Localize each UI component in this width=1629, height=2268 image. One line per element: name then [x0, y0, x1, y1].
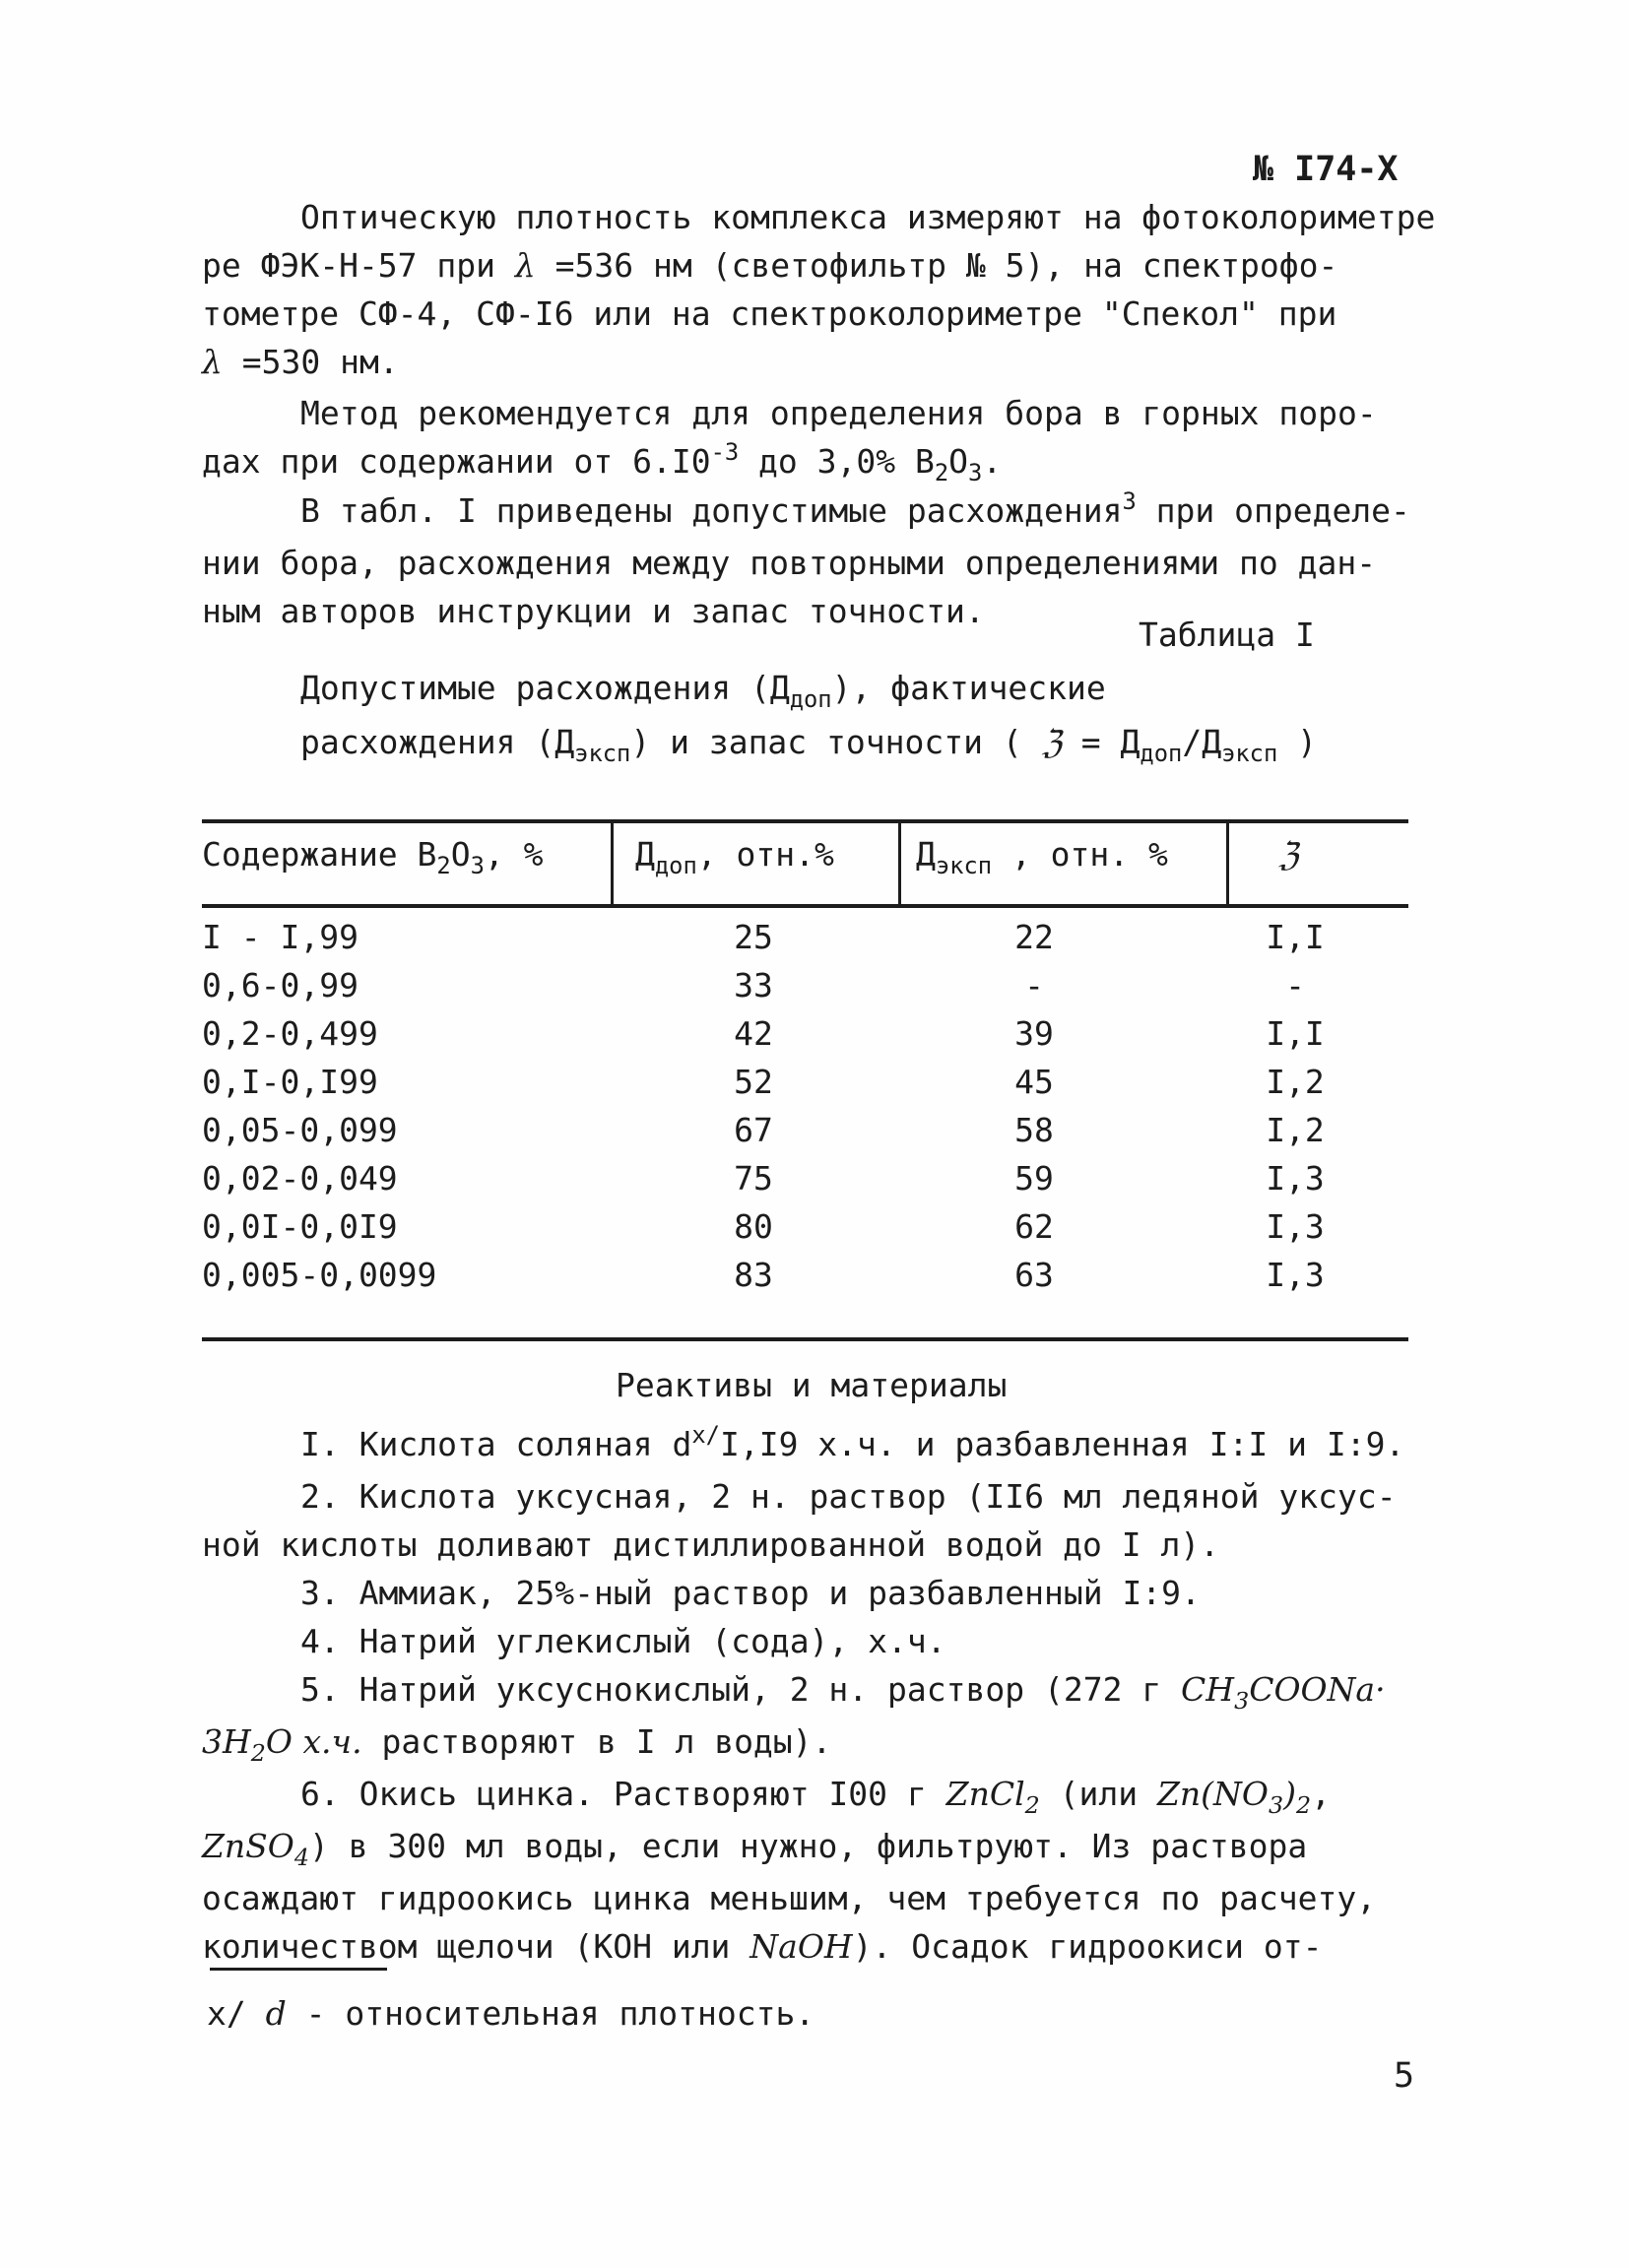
table-title	[300, 663, 1317, 771]
row-4-z: I,2	[1266, 1063, 1325, 1101]
reagent-6-line-3: осаждают гидроокись цинка меньшим, чем требуется по расчету,	[202, 1879, 1377, 1917]
row-4-content: 0,I-0,I99	[202, 1063, 378, 1101]
table-caption: Таблица I	[1139, 616, 1315, 654]
intro-line-2: ре ФЭК-Н-57 при λ =536 нм (светофильтр № 5), на спектрофо-	[202, 246, 1338, 285]
header-content: Содержание $B_2O_3$, %	[202, 835, 544, 880]
row-8-content: 0,005-0,0099	[202, 1256, 437, 1294]
row-2-z: -	[1285, 966, 1305, 1004]
reagent-6-line-4: количеством щелочи (КОН или NaOH). Осадок гидроокиси от-	[202, 1927, 1323, 1966]
row-4-eksp: 45	[1014, 1063, 1054, 1101]
row-6-eksp: 59	[1014, 1159, 1054, 1198]
row-2-content: 0,6-0,99	[202, 966, 358, 1004]
reagents-heading: Реактивы и материалы	[616, 1366, 1008, 1404]
table-col-divider-1	[611, 821, 614, 906]
row-4-dop: 52	[734, 1063, 773, 1101]
density-symbol: d	[265, 1994, 287, 2033]
footnote: x/ d - относительная плотность.	[207, 1994, 815, 2033]
row-1-z: I,I	[1266, 918, 1325, 956]
sodium-hydroxide-formula: NaOH	[749, 1927, 853, 1966]
row-3-content: 0,2-0,499	[202, 1014, 378, 1053]
row-6-z: I,3	[1266, 1159, 1325, 1198]
z-symbol: ℨ	[1041, 723, 1062, 761]
table-title-line-1: Допустимые расхождения $(Д_{доп})$, фактические	[300, 669, 1106, 714]
reagent-1: I. Кислота соляная $d^{x/}I,I9$ х.ч. и разбавленная I:I и I:9.	[300, 1420, 1405, 1463]
row-7-z: I,3	[1266, 1207, 1325, 1246]
row-5-content: 0,05-0,099	[202, 1111, 398, 1149]
intro-line-4: λ =530 нм.	[202, 343, 399, 381]
intro-line-1: Оптическую плотность комплекса измеряют на фотоколориметре	[300, 198, 1436, 236]
row-2-dop: 33	[734, 966, 773, 1004]
reagents-list	[202, 1420, 1433, 1971]
table-intro-paragraph	[202, 486, 1433, 635]
row-8-dop: 83	[734, 1256, 773, 1294]
method-line-2: дах при содержании от $6.I0^{-3}$ до 3,0% $B_2O_3$.	[202, 437, 1003, 487]
lambda-symbol: λ	[202, 343, 223, 381]
row-6-content: 0,02-0,049	[202, 1159, 398, 1198]
row-6-dop: 75	[734, 1159, 773, 1198]
row-1-content: I - I,99	[202, 918, 358, 956]
document-number: № I74-X	[1253, 150, 1399, 189]
method-line-1: Метод рекомендуется для определения бора в горных поро-	[300, 394, 1377, 432]
reagent-5-line-2: $3H_2O$ х.ч. растворяют в I л воды).	[202, 1722, 832, 1768]
method-paragraph	[202, 389, 1433, 489]
zinc-chloride-formula: ZnCl$_2$	[945, 1775, 1040, 1820]
header-dop: $Д_{доп}$, отн.%	[635, 835, 834, 880]
table-col-divider-2	[898, 821, 901, 906]
zinc-sulfate-formula: ZnSO$_4$	[202, 1827, 309, 1872]
table-title-line-2: расхождения $(Д_{эксп})$ и запас точности ( ℨ = $Д_{доп}/Д_{эксп}$ )	[300, 723, 1318, 768]
row-5-eksp: 58	[1014, 1111, 1054, 1149]
row-2-eksp: -	[1024, 966, 1044, 1004]
row-5-z: I,2	[1266, 1111, 1325, 1149]
header-z: ℨ	[1278, 835, 1299, 874]
reagent-3: 3. Аммиак, 25%-ный раствор и разбавленный I:9.	[300, 1574, 1201, 1612]
row-3-eksp: 39	[1014, 1014, 1054, 1053]
reagent-5-line-1: 5. Натрий уксуснокислый, 2 н. раствор (272 г $CH_3COONa\cdot$	[300, 1670, 1386, 1716]
reagent-6-line-1: 6. Окись цинка. Растворяют I00 г ZnCl$_2$ (или $Zn(NO_3)_2$,	[300, 1775, 1331, 1820]
row-7-content: 0,0I-0,0I9	[202, 1207, 398, 1246]
reagent-2-line-2: ной кислоты доливают дистиллированной водой до I л).	[202, 1525, 1220, 1564]
lambda-symbol: λ	[514, 246, 536, 285]
intro-line-3: тометре СФ-4, СФ-I6 или на спектроколориметре "Спекол" при	[202, 294, 1337, 333]
row-3-dop: 42	[734, 1014, 773, 1053]
header-eksp: $Д_{эксп}$ , отн. %	[916, 835, 1168, 880]
row-1-dop: 25	[734, 918, 773, 956]
reagent-4: 4. Натрий углекислый (сода), х.ч.	[300, 1622, 946, 1660]
reagent-6-line-2: ZnSO$_4$) в 300 мл воды, если нужно, фильтруют. Из раствора	[202, 1827, 1308, 1872]
table-col-divider-3	[1226, 821, 1229, 906]
table-bottom-rule	[202, 1337, 1408, 1341]
row-7-dop: 80	[734, 1207, 773, 1246]
row-7-eksp: 62	[1014, 1207, 1054, 1246]
row-5-dop: 67	[734, 1111, 773, 1149]
row-1-eksp: 22	[1014, 918, 1054, 956]
table-intro-line-2: нии бора, расхождения между повторными определениями по дан-	[202, 544, 1377, 582]
hydrate-formula: $3H_2O$ х.ч.	[202, 1722, 362, 1768]
table-intro-line-1: В табл. I приведены допустимые расхождения$^3$ при определе-	[300, 486, 1410, 530]
row-8-eksp: 63	[1014, 1256, 1054, 1294]
row-8-z: I,3	[1266, 1256, 1325, 1294]
footnote-rule	[210, 1968, 387, 1971]
intro-paragraph	[202, 193, 1436, 386]
row-3-z: I,I	[1266, 1014, 1325, 1053]
page-number: 5	[1394, 2056, 1415, 2096]
sodium-acetate-formula: $CH_3COONa\cdot$	[1181, 1670, 1386, 1716]
zinc-nitrate-formula: $Zn(NO_3)_2$	[1156, 1775, 1312, 1820]
reagent-2-line-1: 2. Кислота уксусная, 2 н. раствор (II6 мл ледяной уксус-	[300, 1477, 1397, 1516]
table-intro-line-3: ным авторов инструкции и запас точности.	[202, 592, 985, 630]
